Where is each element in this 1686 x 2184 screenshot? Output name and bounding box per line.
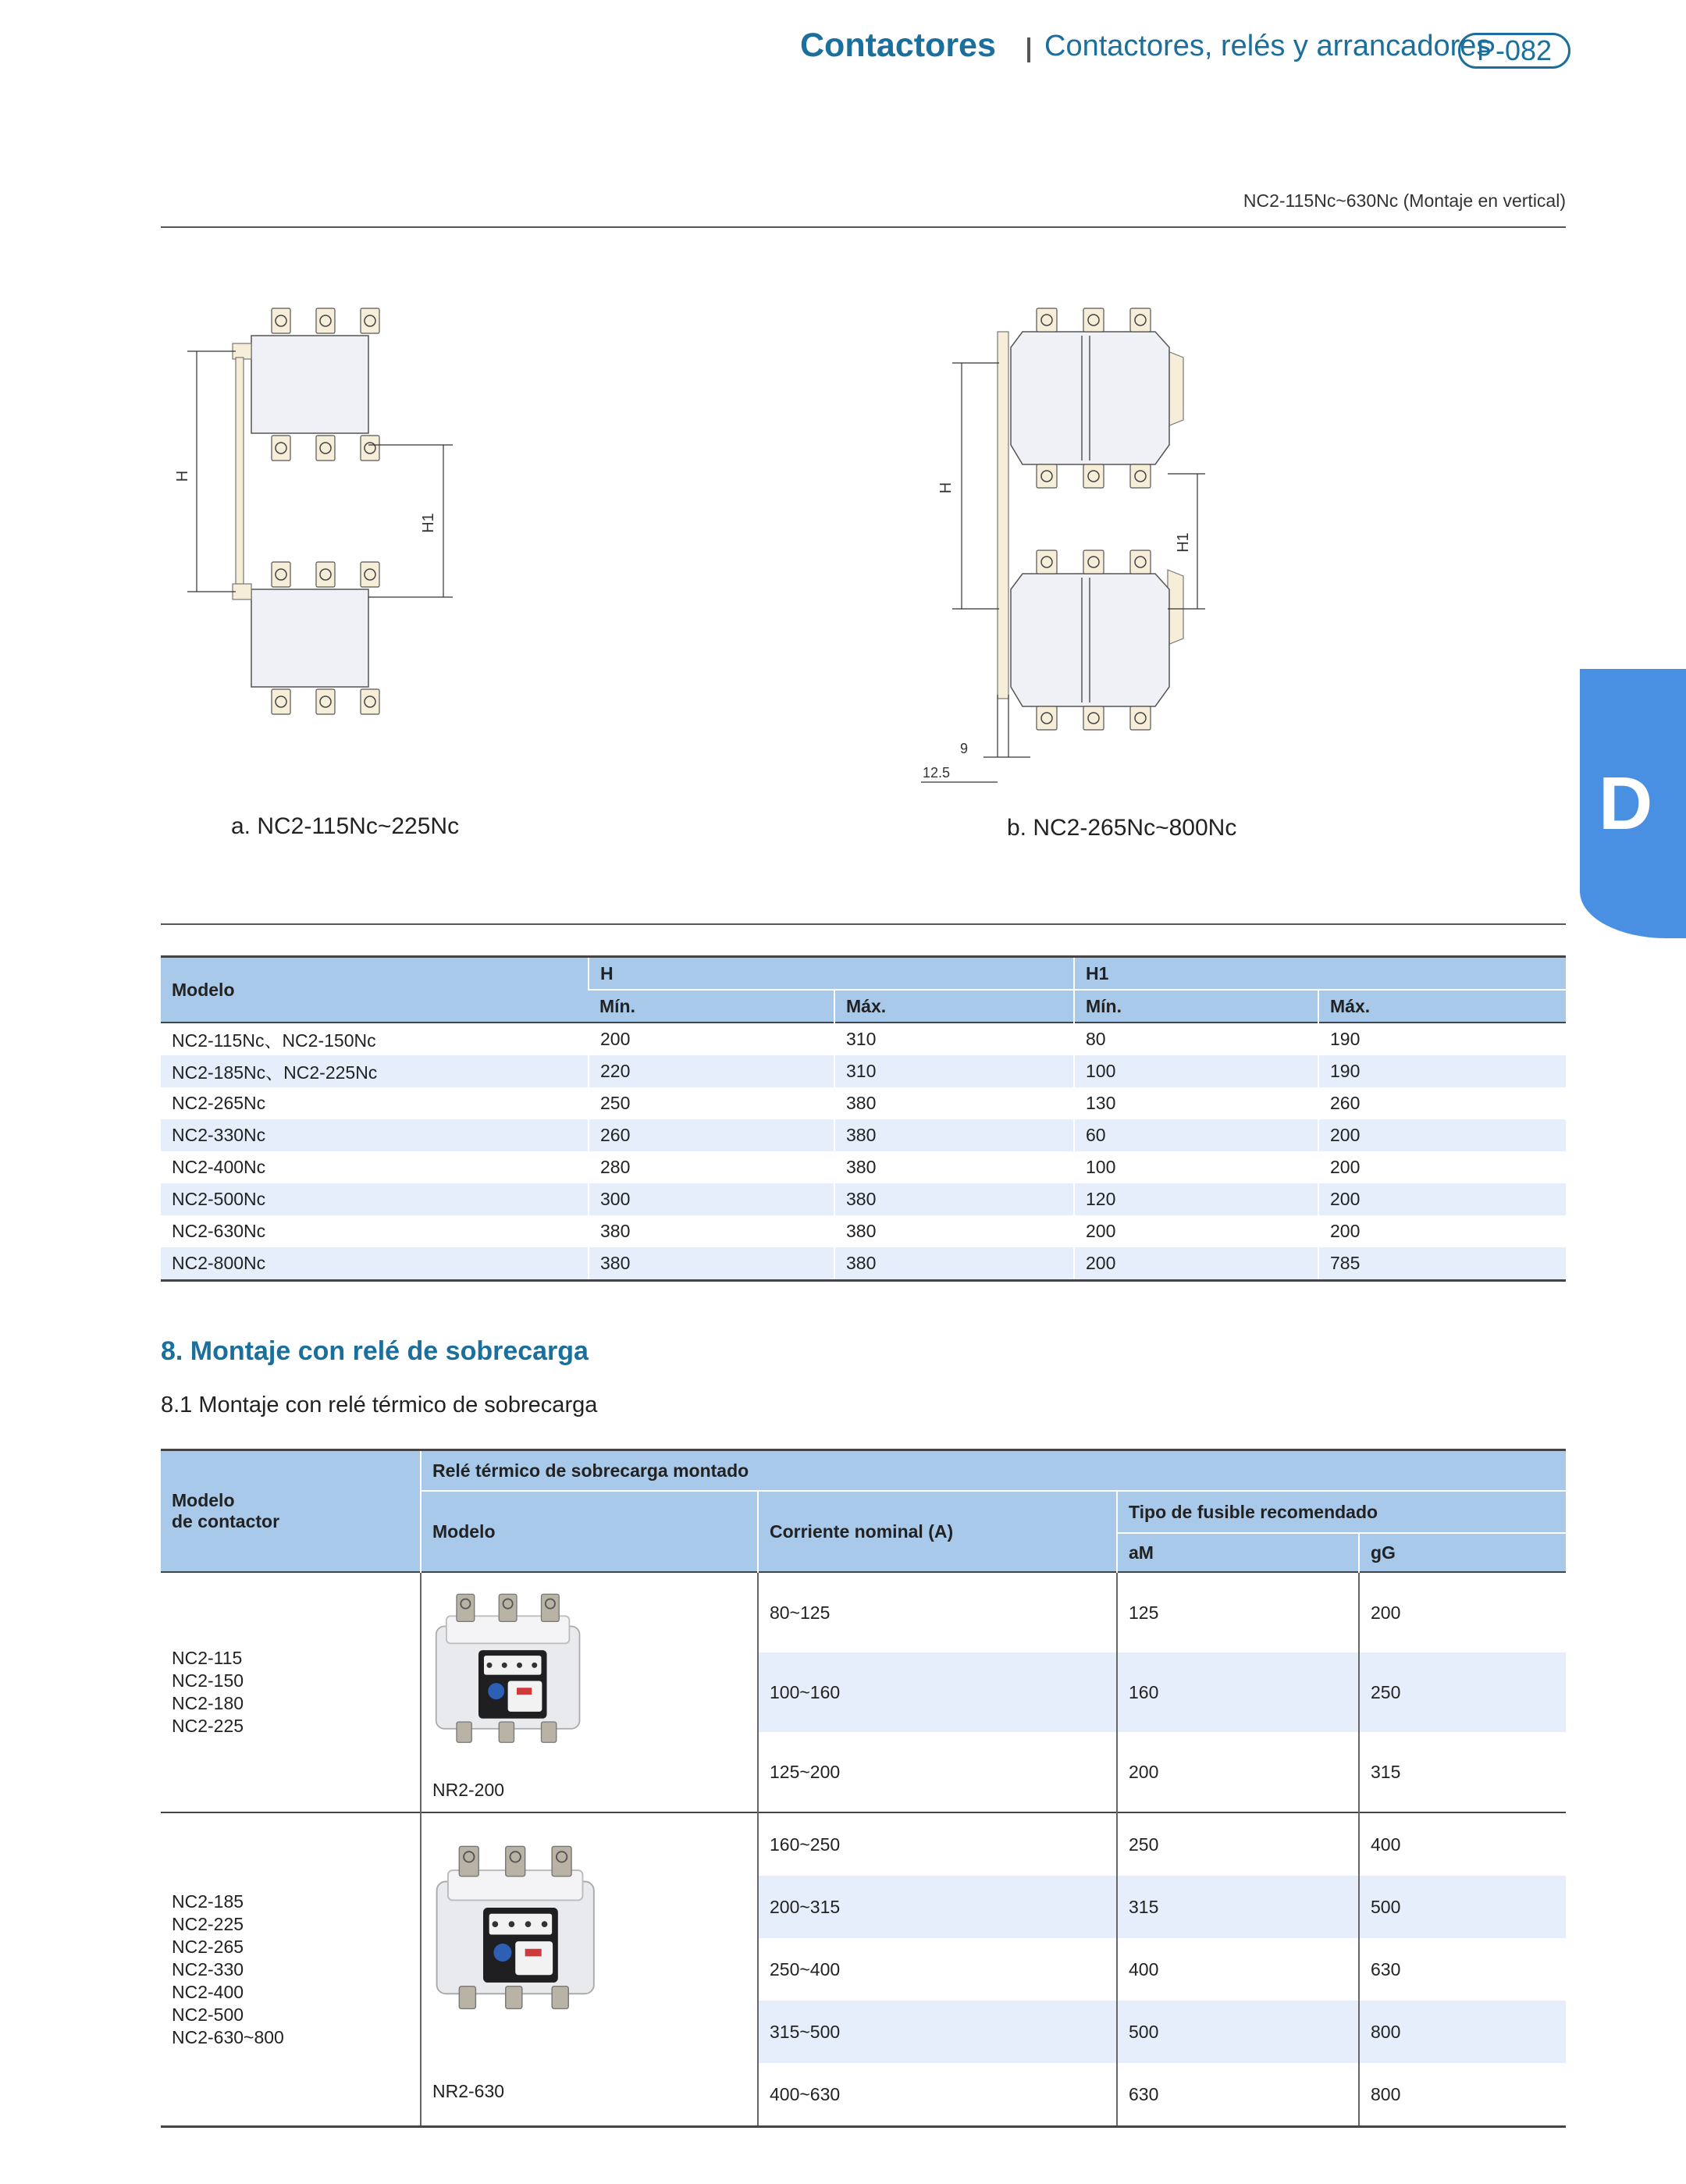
header-h-min: Mín. <box>589 990 834 1023</box>
contactor-model: NC2-180 <box>172 1693 244 1713</box>
contactor-model: NC2-500 <box>172 2004 244 2025</box>
cell-am: 500 <box>1117 2001 1359 2063</box>
cell-h1-min: 80 <box>1074 1023 1318 1055</box>
cell-corriente: 125~200 <box>758 1732 1117 1812</box>
mounting-diagram-a <box>164 289 500 757</box>
dimension-label-h1: H1 <box>1175 532 1192 553</box>
cell-h-min: 220 <box>589 1055 834 1087</box>
header-tipo-fusible: Tipo de fusible recomendado <box>1117 1491 1566 1533</box>
table-row <box>161 1812 1566 1876</box>
header-modelo: Modelo <box>421 1491 758 1572</box>
cell-h-max: 380 <box>834 1151 1074 1183</box>
cell-modelo: NC2-400Nc <box>172 1157 266 1177</box>
dimension-label-9: 9 <box>960 741 969 756</box>
cell-h-max: 380 <box>834 1119 1074 1151</box>
page-title: Contactores <box>800 27 996 64</box>
cell-h-max: 380 <box>834 1247 1074 1281</box>
cell-am: 400 <box>1117 1938 1359 2001</box>
cell-gg: 200 <box>1359 1572 1566 1652</box>
table-row <box>161 1151 1566 1183</box>
cell-gg: 630 <box>1359 1938 1566 2001</box>
header-modelo-contactor-line2: de contactor <box>172 1511 280 1531</box>
dimension-label-h: H <box>937 482 955 494</box>
cell-gg: 250 <box>1359 1652 1566 1732</box>
table-row <box>161 1247 1566 1281</box>
cell-h1-max: 200 <box>1318 1119 1566 1151</box>
cell-gg: 315 <box>1359 1732 1566 1812</box>
cell-am: 160 <box>1117 1652 1359 1732</box>
header-gg: gG <box>1359 1533 1566 1572</box>
overload-relay-table <box>161 1449 1566 2128</box>
cell-h1-min: 200 <box>1074 1215 1318 1247</box>
figure-caption-a: a. NC2-115Nc~225Nc <box>231 813 460 839</box>
header-h1-max: Máx. <box>1318 990 1566 1023</box>
contactor-models <box>161 1572 421 1812</box>
table-row <box>161 1215 1566 1247</box>
cell-h-max: 380 <box>834 1087 1074 1119</box>
dimension-label-h1: H1 <box>420 513 437 533</box>
cell-corriente: 80~125 <box>758 1572 1117 1652</box>
cell-corriente: 250~400 <box>758 1938 1117 2001</box>
cell-h-min: 380 <box>589 1247 834 1281</box>
cell-am: 250 <box>1117 1812 1359 1876</box>
contactor-models <box>161 1812 421 2127</box>
page-number-badge: P-082 <box>1458 33 1570 69</box>
header-h1-min: Mín. <box>1074 990 1318 1023</box>
cell-gg: 800 <box>1359 2063 1566 2127</box>
contactor-model: NC2-225 <box>172 1913 244 1934</box>
cell-corriente: 200~315 <box>758 1876 1117 1938</box>
cell-h1-max: 200 <box>1318 1215 1566 1247</box>
contactor-model: NC2-150 <box>172 1670 244 1691</box>
cell-h-max: 380 <box>834 1215 1074 1247</box>
contactor-model: NC2-185 <box>172 1891 244 1912</box>
contactor-model: NC2-630~800 <box>172 2026 284 2047</box>
contactor-model: NC2-115 <box>172 1648 243 1668</box>
figure-caption-b: b. NC2-265Nc~800Nc <box>1007 815 1237 841</box>
relay-model-label: NR2-200 <box>432 1780 505 1800</box>
overload-relay-photo <box>429 1837 609 2016</box>
dimension-label-12-5: 12.5 <box>923 765 951 781</box>
cell-h-max: 380 <box>834 1183 1074 1215</box>
cell-h1-min: 200 <box>1074 1247 1318 1281</box>
cell-corriente: 100~160 <box>758 1652 1117 1732</box>
cell-modelo: NC2-330Nc <box>161 1119 589 1151</box>
contactor-model: NC2-400 <box>172 1981 244 2002</box>
cell-modelo: NC2-800Nc <box>161 1247 589 1281</box>
header-h-max: Máx. <box>834 990 1074 1023</box>
cell-h1-max: 200 <box>1318 1151 1566 1183</box>
header-modelo-contactor <box>161 1450 421 1573</box>
chapter-tab <box>1580 669 1686 938</box>
header-corriente: Corriente nominal (A) <box>758 1491 1117 1572</box>
cell-modelo: NC2-265Nc <box>172 1093 266 1113</box>
cell-h1-max: 200 <box>1318 1183 1566 1215</box>
table-row <box>161 1087 1566 1119</box>
header-h1: H1 <box>1074 957 1566 991</box>
cell-am: 630 <box>1117 2063 1359 2127</box>
relay-cell <box>421 1572 758 1812</box>
contactor-model: NC2-265 <box>172 1936 244 1957</box>
contactor-model: NC2-330 <box>172 1958 244 1979</box>
page-subtitle: Contactores, relés y arrancadores <box>1044 30 1492 62</box>
header-modelo-contactor-line1: Modelo <box>172 1490 235 1510</box>
header-am: aM <box>1117 1533 1359 1572</box>
cell-corriente: 160~250 <box>758 1812 1117 1876</box>
table-row <box>161 1023 1566 1055</box>
cell-corriente: 315~500 <box>758 2001 1117 2063</box>
relay-cell <box>421 1812 758 2127</box>
cell-h1-max: 190 <box>1318 1055 1566 1087</box>
relay-model-label: NR2-630 <box>432 2081 505 2101</box>
table-row <box>161 1572 1566 1652</box>
header-modelo: Modelo <box>161 957 589 1023</box>
table-row <box>161 1055 1566 1087</box>
cell-h1-min: 130 <box>1074 1087 1318 1119</box>
cell-h1-max: 785 <box>1318 1247 1566 1281</box>
cell-h-min: 250 <box>589 1087 834 1119</box>
mid-divider <box>161 923 1566 925</box>
cell-h1-max: 190 <box>1318 1023 1566 1055</box>
header-h: H <box>589 957 1074 991</box>
section-8-title: 8. Montaje con relé de sobrecarga <box>161 1336 589 1366</box>
cell-h1-max: 260 <box>1318 1087 1566 1119</box>
cell-corriente: 400~630 <box>758 2063 1117 2127</box>
cell-gg: 500 <box>1359 1876 1566 1938</box>
cell-am: 200 <box>1117 1732 1359 1812</box>
mounting-diagram-b <box>905 289 1233 804</box>
cell-h-min: 380 <box>589 1215 834 1247</box>
section-8-1-title: 8.1 Montaje con relé térmico de sobrecarga <box>161 1393 598 1417</box>
top-divider <box>161 226 1566 228</box>
cell-modelo: NC2-630Nc <box>172 1221 266 1241</box>
cell-h-min: 260 <box>589 1119 834 1151</box>
cell-h-min: 300 <box>589 1183 834 1215</box>
table-row <box>161 1119 1566 1151</box>
cell-h1-min: 100 <box>1074 1055 1318 1087</box>
title-separator <box>1027 37 1030 62</box>
cell-modelo: NC2-115Nc、NC2-150Nc <box>161 1023 589 1055</box>
cell-modelo: NC2-500Nc <box>161 1183 589 1215</box>
header-rele-montado: Relé térmico de sobrecarga montado <box>421 1450 1566 1492</box>
overload-relay-photo <box>429 1585 593 1749</box>
cell-gg: 400 <box>1359 1812 1566 1876</box>
contactor-model: NC2-225 <box>172 1716 244 1736</box>
section-caption: NC2-115Nc~630Nc (Montaje en vertical) <box>1243 190 1566 211</box>
chapter-letter: D <box>1599 762 1653 845</box>
dimension-label-h: H <box>174 470 191 482</box>
cell-h-min: 200 <box>589 1023 834 1055</box>
cell-am: 315 <box>1117 1876 1359 1938</box>
dimensions-table <box>161 955 1566 1282</box>
cell-h-max: 310 <box>834 1055 1074 1087</box>
cell-am: 125 <box>1117 1572 1359 1652</box>
cell-modelo: NC2-185Nc、NC2-225Nc <box>161 1055 589 1087</box>
table-row <box>161 1183 1566 1215</box>
cell-h-max: 310 <box>834 1023 1074 1055</box>
cell-h1-min: 100 <box>1074 1151 1318 1183</box>
cell-h1-min: 60 <box>1074 1119 1318 1151</box>
cell-h-min: 280 <box>589 1151 834 1183</box>
cell-gg: 800 <box>1359 2001 1566 2063</box>
cell-h1-min: 120 <box>1074 1183 1318 1215</box>
